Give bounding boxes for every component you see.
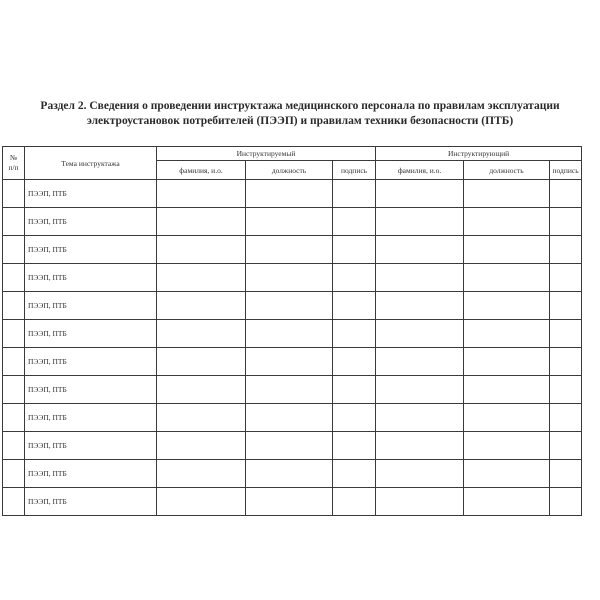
- row-number-cell: [3, 236, 25, 264]
- row-number-cell: [3, 376, 25, 404]
- instructed-position-cell: [246, 292, 333, 320]
- instructor-position-cell: [464, 432, 550, 460]
- table-row: [3, 376, 582, 404]
- instructed-name-cell: [157, 432, 246, 460]
- row-topic-cell: ПЭЭП, ПТБ: [25, 432, 157, 460]
- instructed-position-cell: [246, 376, 333, 404]
- instruction-journal-table: [2, 146, 582, 516]
- row-number-cell: [3, 404, 25, 432]
- instructed-signature-cell: [333, 292, 376, 320]
- instructor-signature-cell: [550, 348, 582, 376]
- instructed-name-cell: [157, 460, 246, 488]
- instructed-position-cell: [246, 236, 333, 264]
- instructed-signature-cell: [333, 320, 376, 348]
- section-title: [0, 99, 600, 129]
- instructor-name-cell: [376, 488, 464, 516]
- instructed-signature-cell: [333, 432, 376, 460]
- header-topic: Тема инструктажа: [25, 147, 157, 180]
- section-title-line-1: Раздел 2. Сведения о проведении инструктажа медицинского персонала по правилам эксплуатации: [40, 100, 560, 112]
- header-instructed-group: Инструктируемый: [157, 147, 376, 161]
- row-number-cell: [3, 180, 25, 208]
- row-topic-cell: ПЭЭП, ПТБ: [25, 320, 157, 348]
- instructed-name-cell: [157, 488, 246, 516]
- header-instructor-signature: подпись: [550, 161, 582, 180]
- instructor-signature-cell: [550, 236, 582, 264]
- header-instructed-position: должность: [246, 161, 333, 180]
- instructed-position-cell: [246, 488, 333, 516]
- table-row: [3, 236, 582, 264]
- instructed-name-cell: [157, 348, 246, 376]
- instructor-position-cell: [464, 264, 550, 292]
- row-number-cell: [3, 432, 25, 460]
- instructor-position-cell: [464, 488, 550, 516]
- instructed-signature-cell: [333, 488, 376, 516]
- instructor-position-cell: [464, 376, 550, 404]
- instructed-signature-cell: [333, 264, 376, 292]
- row-number-cell: [3, 488, 25, 516]
- row-topic-cell: ПЭЭП, ПТБ: [25, 488, 157, 516]
- instructor-name-cell: [376, 320, 464, 348]
- row-number-cell: [3, 320, 25, 348]
- row-number-cell: [3, 208, 25, 236]
- row-topic-cell: ПЭЭП, ПТБ: [25, 460, 157, 488]
- instructor-position-cell: [464, 348, 550, 376]
- instructed-signature-cell: [333, 236, 376, 264]
- instructor-name-cell: [376, 180, 464, 208]
- instructor-name-cell: [376, 376, 464, 404]
- instructor-name-cell: [376, 236, 464, 264]
- instructor-name-cell: [376, 460, 464, 488]
- row-number-cell: [3, 460, 25, 488]
- instructor-signature-cell: [550, 432, 582, 460]
- instructed-name-cell: [157, 180, 246, 208]
- instructed-name-cell: [157, 404, 246, 432]
- header-number: [3, 147, 25, 180]
- header-number-sign: №: [9, 153, 18, 162]
- header-instructed-name: фамилия, и.о.: [157, 161, 246, 180]
- instructed-position-cell: [246, 348, 333, 376]
- instructor-signature-cell: [550, 460, 582, 488]
- header-instructed-signature: подпись: [333, 161, 376, 180]
- row-number-cell: [3, 264, 25, 292]
- row-topic-cell: ПЭЭП, ПТБ: [25, 180, 157, 208]
- instructed-position-cell: [246, 432, 333, 460]
- instructor-name-cell: [376, 432, 464, 460]
- instructed-signature-cell: [333, 460, 376, 488]
- instructor-position-cell: [464, 404, 550, 432]
- table-row: [3, 208, 582, 236]
- instructed-name-cell: [157, 264, 246, 292]
- instructor-name-cell: [376, 404, 464, 432]
- instructor-signature-cell: [550, 376, 582, 404]
- instructor-signature-cell: [550, 404, 582, 432]
- row-number-cell: [3, 348, 25, 376]
- instructed-signature-cell: [333, 376, 376, 404]
- header-number-abbr: п/п: [8, 163, 19, 172]
- instructed-name-cell: [157, 292, 246, 320]
- instructed-name-cell: [157, 320, 246, 348]
- instructor-name-cell: [376, 292, 464, 320]
- row-topic-cell: ПЭЭП, ПТБ: [25, 376, 157, 404]
- instructor-signature-cell: [550, 208, 582, 236]
- row-number-cell: [3, 292, 25, 320]
- table-row: [3, 180, 582, 208]
- instructor-signature-cell: [550, 292, 582, 320]
- instructed-name-cell: [157, 376, 246, 404]
- instructor-signature-cell: [550, 264, 582, 292]
- journal-body: [3, 180, 582, 516]
- row-topic-cell: ПЭЭП, ПТБ: [25, 208, 157, 236]
- instructor-signature-cell: [550, 320, 582, 348]
- row-topic-cell: ПЭЭП, ПТБ: [25, 348, 157, 376]
- table-row: [3, 404, 582, 432]
- instructed-position-cell: [246, 320, 333, 348]
- instructed-position-cell: [246, 264, 333, 292]
- instructed-signature-cell: [333, 404, 376, 432]
- table-row: [3, 348, 582, 376]
- instructed-position-cell: [246, 460, 333, 488]
- header-instructor-name: фамилия, и.о.: [376, 161, 464, 180]
- instructor-position-cell: [464, 208, 550, 236]
- instructed-position-cell: [246, 404, 333, 432]
- instructed-signature-cell: [333, 208, 376, 236]
- table-row: [3, 320, 582, 348]
- header-instructor-group: Инструктирующий: [376, 147, 582, 161]
- row-topic-cell: ПЭЭП, ПТБ: [25, 404, 157, 432]
- instructor-position-cell: [464, 460, 550, 488]
- header-instructor-position: должность: [464, 161, 550, 180]
- table-row: [3, 488, 582, 516]
- instructor-position-cell: [464, 320, 550, 348]
- instructed-name-cell: [157, 208, 246, 236]
- row-topic-cell: ПЭЭП, ПТБ: [25, 236, 157, 264]
- instructed-signature-cell: [333, 180, 376, 208]
- table-row: [3, 264, 582, 292]
- instructed-signature-cell: [333, 348, 376, 376]
- table-row: [3, 432, 582, 460]
- instructor-position-cell: [464, 180, 550, 208]
- table-row: [3, 292, 582, 320]
- instructor-signature-cell: [550, 180, 582, 208]
- instructor-position-cell: [464, 236, 550, 264]
- instructed-position-cell: [246, 180, 333, 208]
- table-row: [3, 460, 582, 488]
- instructor-name-cell: [376, 264, 464, 292]
- instructor-name-cell: [376, 348, 464, 376]
- instructed-position-cell: [246, 208, 333, 236]
- instructor-name-cell: [376, 208, 464, 236]
- instructor-signature-cell: [550, 488, 582, 516]
- row-topic-cell: ПЭЭП, ПТБ: [25, 264, 157, 292]
- row-topic-cell: ПЭЭП, ПТБ: [25, 292, 157, 320]
- instructor-position-cell: [464, 292, 550, 320]
- section-title-line-2: электроустановок потребителей (ПЭЭП) и правилам техники безопасности (ПТБ): [86, 115, 514, 127]
- instructed-name-cell: [157, 236, 246, 264]
